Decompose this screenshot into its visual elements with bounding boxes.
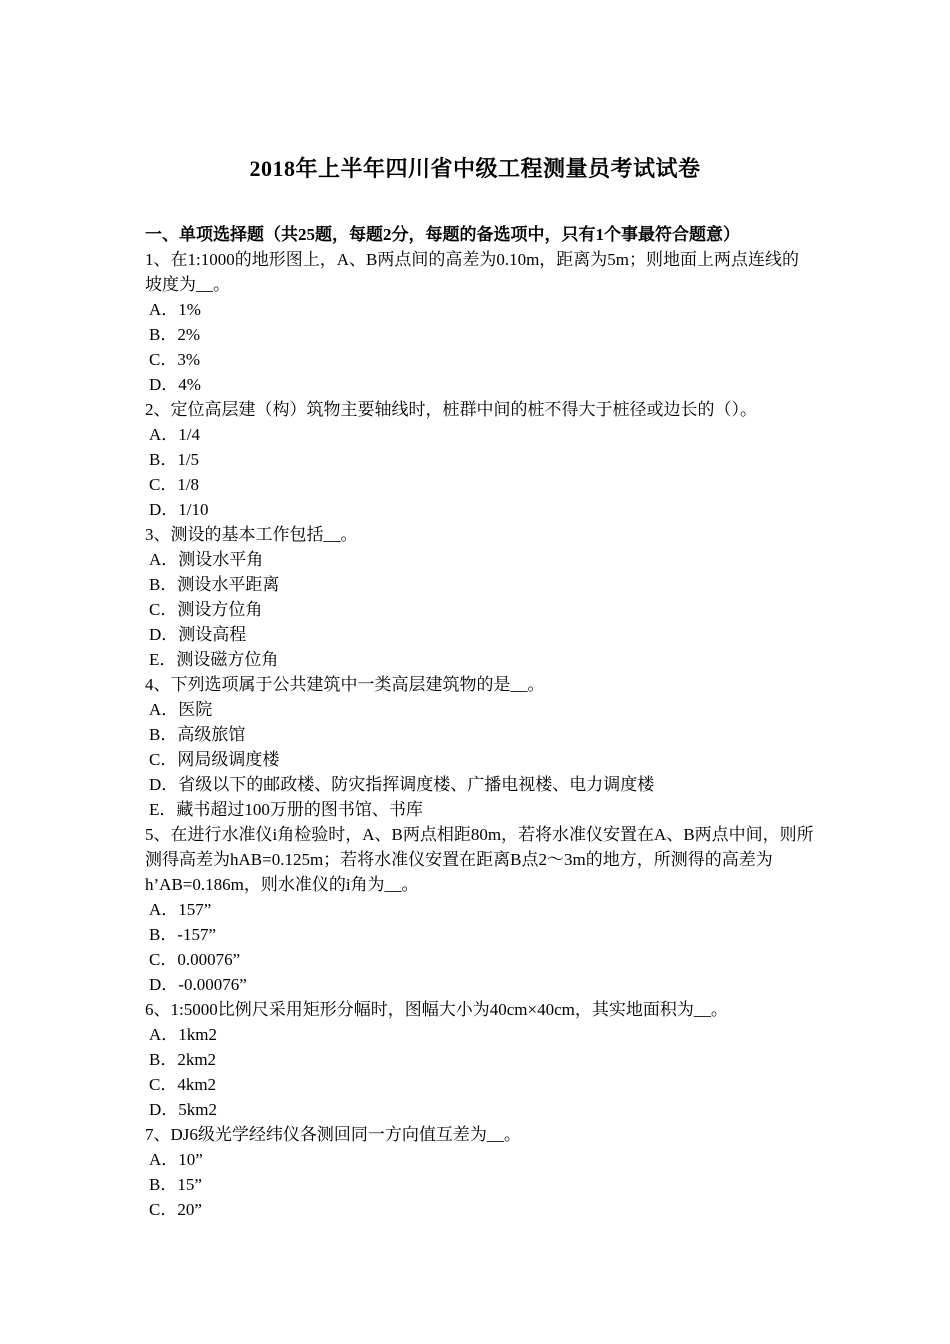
- answer-option: B．测设水平距离: [149, 575, 280, 594]
- question-item: [145, 1122, 815, 1222]
- question-item: [145, 672, 815, 822]
- answer-option: A．测设水平角: [149, 550, 264, 569]
- question-item: [145, 822, 815, 997]
- answer-option: D．1/10: [149, 500, 209, 519]
- question-stem: 5、在进行水准仪i角检验时，A、B两点相距80m，若将水准仪安置在A、B两点中间，则所测得高差为hAB=0.125m；若将水准仪安置在距离B点2～3m的地方，所测得的高差为h’AB=0.186m，则水准仪的i角为__。: [145, 825, 814, 894]
- answer-option: A．1/4: [149, 425, 200, 444]
- answer-option: D．测设高程: [149, 625, 247, 644]
- answer-option: A．157”: [149, 900, 212, 919]
- answer-option: D．4%: [149, 375, 201, 394]
- answer-option: E．藏书超过100万册的图书馆、书库: [149, 800, 423, 819]
- section-heading: 一、单项选择题（共25题，每题2分，每题的备选项中，只有1个事最符合题意）: [145, 225, 740, 244]
- question-item: [145, 397, 815, 522]
- answer-option: E．测设磁方位角: [149, 650, 279, 669]
- question-stem: 7、DJ6级光学经纬仪各测回同一方向值互差为__。: [145, 1125, 521, 1144]
- answer-option: B．2km2: [149, 1050, 217, 1069]
- question-item: [145, 247, 815, 397]
- answer-option: C．20”: [149, 1200, 202, 1219]
- answer-option: C．1/8: [149, 475, 200, 494]
- answer-option: C．4km2: [149, 1075, 217, 1094]
- answer-option: A．10”: [149, 1150, 203, 1169]
- answer-option: B．1/5: [149, 450, 200, 469]
- answer-option: A．1km2: [149, 1025, 217, 1044]
- question-stem: 3、测设的基本工作包括__。: [145, 525, 358, 544]
- question-stem: 4、下列选项属于公共建筑中一类高层建筑物的是__。: [145, 675, 545, 694]
- answer-option: C．测设方位角: [149, 600, 263, 619]
- question-list: [145, 247, 815, 1222]
- question-item: [145, 522, 815, 672]
- answer-option: D．-0.00076”: [149, 975, 247, 994]
- answer-option: B．-157”: [149, 925, 217, 944]
- answer-option: D．省级以下的邮政楼、防灾指挥调度楼、广播电视楼、电力调度楼: [149, 775, 655, 794]
- answer-option: B．15”: [149, 1175, 202, 1194]
- answer-option: C．3%: [149, 350, 200, 369]
- answer-option: C．0.00076”: [149, 950, 241, 969]
- question-item: [145, 997, 815, 1122]
- answer-option: B．2%: [149, 325, 200, 344]
- answer-option: A．1%: [149, 300, 201, 319]
- question-stem: 1、在1:1000的地形图上，A、B两点间的高差为0.10m，距离为5m；则地面上两点连线的坡度为__。: [145, 250, 800, 294]
- answer-option: A．医院: [149, 700, 213, 719]
- question-stem: 6、1:5000比例尺采用矩形分幅时，图幅大小为40cm×40cm，其实地面积为__。: [145, 1000, 728, 1019]
- answer-option: B．高级旅馆: [149, 725, 246, 744]
- answer-option: C．网局级调度楼: [149, 750, 280, 769]
- answer-option: D．5km2: [149, 1100, 217, 1119]
- question-stem: 2、定位高层建（构）筑物主要轴线时，桩群中间的桩不得大于桩径或边长的（）。: [145, 400, 757, 419]
- exam-title: 2018年上半年四川省中级工程测量员考试试卷: [249, 156, 701, 181]
- exam-body: [145, 222, 815, 1222]
